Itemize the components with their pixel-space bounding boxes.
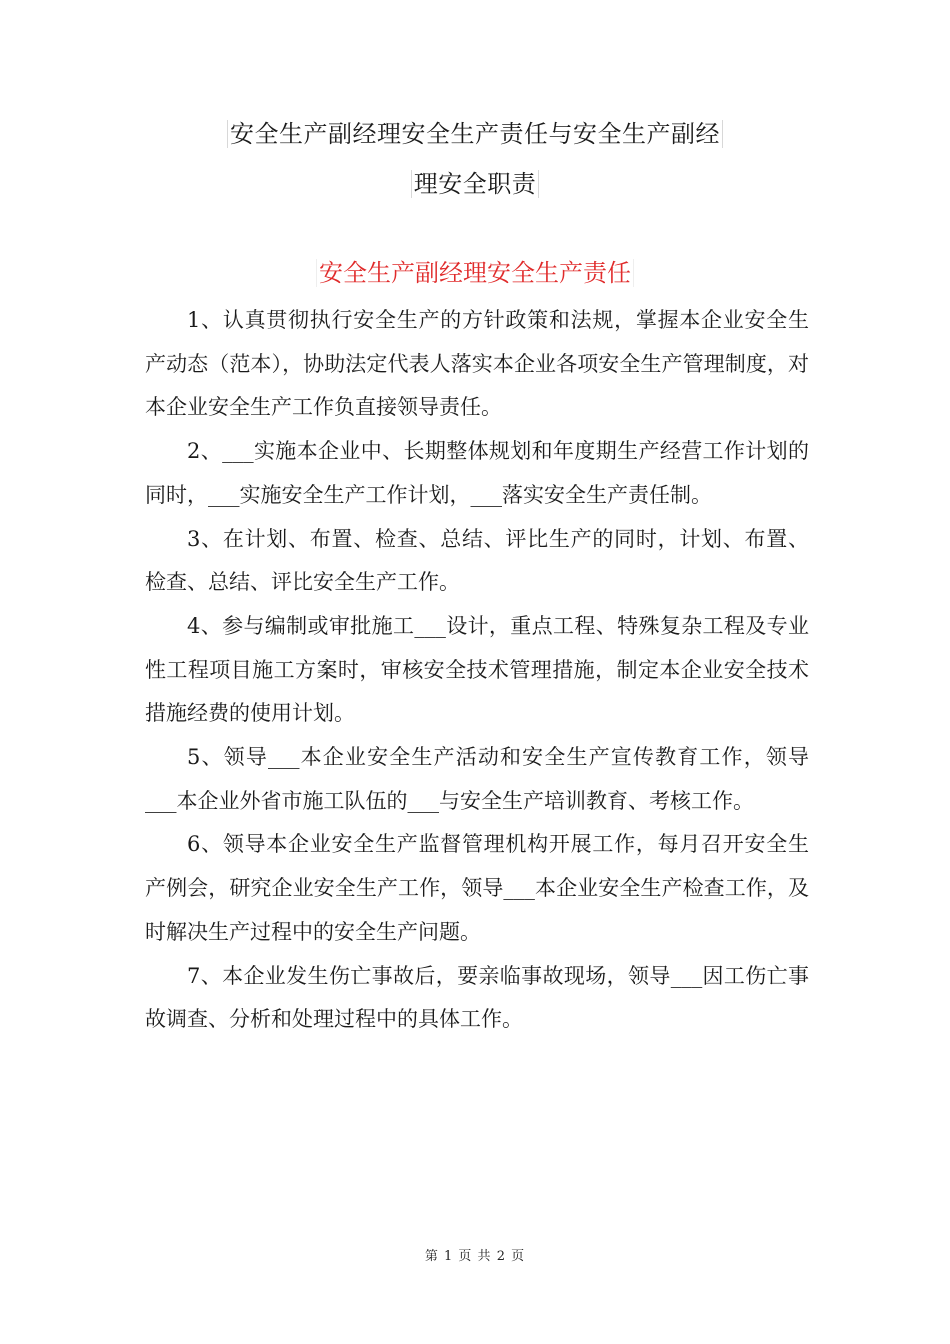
document-title-line-2	[0, 168, 950, 200]
title-text-2: 理安全职责	[411, 170, 540, 198]
paragraph-3: 3、在计划、布置、检查、总结、评比生产的同时，计划、布置、检查、总结、评比安全生产工作。	[145, 526, 809, 595]
paragraph-7: 7、本企业发生伤亡事故后，要亲临事故现场，领导___因工伤亡事故调查、分析和处理过程中的具体工作。	[145, 963, 809, 1032]
title-text-1: 安全生产副经理安全生产责任与安全生产副经	[227, 120, 723, 148]
section-heading-text: 安全生产副经理安全生产责任	[316, 259, 634, 287]
paragraph-1: 1、认真贯彻执行安全生产的方针政策和法规，掌握本企业安全生产动态（范本），协助法定代表人落实本企业各项安全生产管理制度，对本企业安全生产工作负直接领导责任。	[145, 308, 809, 420]
paragraph-6: 6、领导本企业安全生产监督管理机构开展工作，每月召开安全生产例会，研究企业安全生产工作，领导___本企业安全生产检查工作，及时解决生产过程中的安全生产问题。	[145, 832, 809, 944]
document-body	[145, 299, 809, 1042]
paragraph-2: 2、___实施本企业中、长期整体规划和年度期生产经营工作计划的同时，___实施安全生产工作计划，___落实安全生产责任制。	[145, 439, 809, 507]
page-footer: 第 1 页 共 2 页	[424, 1249, 526, 1264]
paragraph-4: 4、参与编制或审批施工___设计，重点工程、特殊复杂工程及专业性工程项目施工方案时，审核安全技术管理措施，制定本企业安全技术措施经费的使用计划。	[145, 613, 809, 726]
document-title-line-1	[0, 118, 950, 150]
paragraph-5: 5、领导___本企业安全生产活动和安全生产宣传教育工作，领导___本企业外省市施工队伍的___与安全生产培训教育、考核工作。	[145, 745, 809, 813]
section-heading	[0, 257, 950, 289]
